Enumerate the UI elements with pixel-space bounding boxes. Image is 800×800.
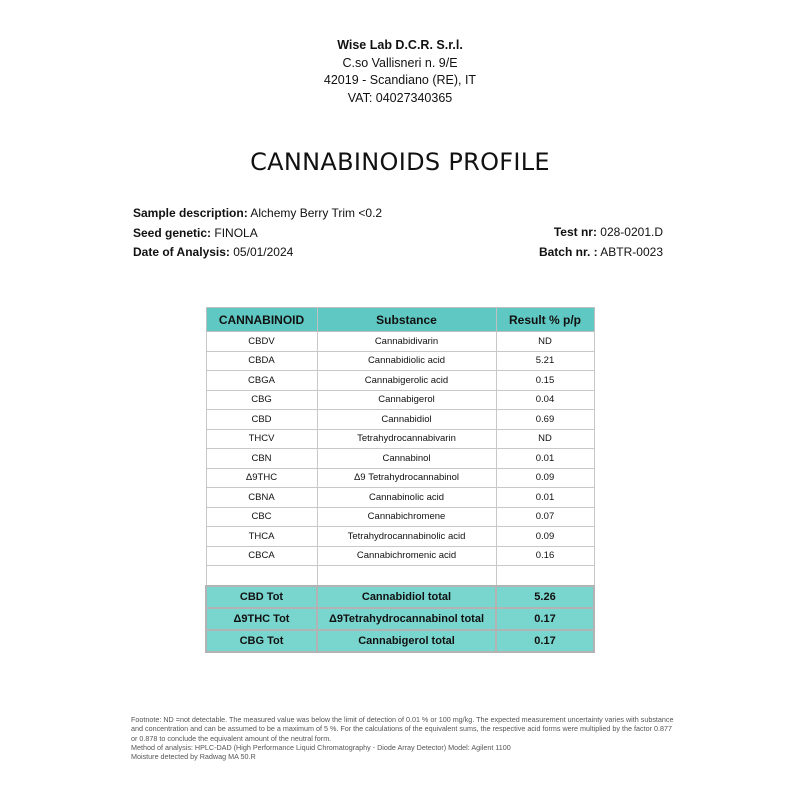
seed-genetic-value: FINOLA xyxy=(211,225,258,240)
test-number-label: Test nr: xyxy=(553,225,597,239)
cell-substance: Cannabidivarin xyxy=(317,332,496,352)
total-result: 0.17 xyxy=(496,630,594,652)
cell-code: Δ9THC xyxy=(206,468,317,488)
cell-code: CBGA xyxy=(206,371,317,391)
empty-row xyxy=(206,566,594,587)
cell-result: 0.01 xyxy=(496,488,594,508)
table-row xyxy=(206,351,594,371)
total-row-thc xyxy=(206,608,594,630)
cell-result: 0.69 xyxy=(496,410,594,430)
lab-name: Wise Lab D.C.R. S.r.l. xyxy=(337,38,463,52)
cell-result: 0.07 xyxy=(496,507,594,527)
empty-cell xyxy=(496,566,594,587)
sample-info-left xyxy=(133,204,382,263)
lab-vat: VAT: 04027340365 xyxy=(347,90,453,105)
date-of-analysis-value: 05/01/2024 xyxy=(229,245,294,259)
test-number-value: 028-0201.D xyxy=(596,225,663,239)
cell-code: CBC xyxy=(206,507,317,527)
total-row-cbd xyxy=(206,586,594,608)
cell-code: CBNA xyxy=(206,488,317,508)
batch-number xyxy=(539,243,663,263)
test-number xyxy=(539,223,663,243)
footnote-moisture: Moisture detected by Radwag MA 50.R xyxy=(131,752,256,762)
table-row xyxy=(206,429,594,449)
seed-genetic xyxy=(133,224,382,244)
total-code: CBG Tot xyxy=(206,630,317,652)
cannabinoids-table xyxy=(205,307,595,653)
date-of-analysis-label: Date of Analysis: xyxy=(133,245,230,259)
table-row xyxy=(206,507,594,527)
table-row xyxy=(206,546,594,566)
lab-address-line2: 42019 - Scandiano (RE), IT xyxy=(323,73,477,87)
total-result: 5.26 xyxy=(496,586,594,608)
cell-substance: Δ9 Tetrahydrocannabinol xyxy=(317,468,496,488)
lab-address-line1: C.so Vallisneri n. 9/E xyxy=(342,55,458,70)
cell-substance: Cannabinolic acid xyxy=(317,488,496,508)
total-substance: Δ9Tetrahydrocannabinol total xyxy=(317,608,496,630)
total-result: 0.17 xyxy=(496,608,594,630)
cell-result: ND xyxy=(496,332,594,352)
cell-result: ND xyxy=(496,429,594,449)
total-substance: Cannabigerol total xyxy=(317,630,496,652)
table-row xyxy=(206,371,594,391)
table-row xyxy=(206,468,594,488)
total-code: CBD Tot xyxy=(206,586,317,608)
cell-substance: Cannabidiolic acid xyxy=(317,351,496,371)
batch-number-value: ABTR-0023 xyxy=(597,244,663,259)
cell-substance: Cannabigerol xyxy=(317,390,496,410)
table-header-row xyxy=(206,308,594,332)
cell-code: THCV xyxy=(206,429,317,449)
table-row xyxy=(206,488,594,508)
date-of-analysis xyxy=(133,243,382,263)
cell-code: CBDV xyxy=(206,332,317,352)
cell-result: 0.04 xyxy=(496,390,594,410)
cell-substance: Tetrahydrocannabivarin xyxy=(317,429,496,449)
cell-result: 0.09 xyxy=(496,527,594,547)
total-substance: Cannabidiol total xyxy=(317,586,496,608)
empty-cell xyxy=(206,566,317,587)
cell-substance: Cannabinol xyxy=(317,449,496,469)
sample-description-label: Sample description: xyxy=(133,206,248,220)
cell-code: CBCA xyxy=(206,546,317,566)
cell-substance: Cannabidiol xyxy=(317,410,496,430)
cell-substance: Cannabichromene xyxy=(317,507,496,527)
table-row xyxy=(206,449,594,469)
footnote-method: Method of analysis: HPLC-DAD (High Performance Liquid Chromatography - Diode Array Detector) Model: Agilent 1100 xyxy=(131,742,511,752)
table-row xyxy=(206,332,594,352)
cell-code: CBD xyxy=(206,410,317,430)
cell-substance: Cannabichromenic acid xyxy=(317,546,496,566)
sample-info-right xyxy=(539,223,663,262)
cell-result: 0.15 xyxy=(496,371,594,391)
table-row xyxy=(206,410,594,430)
sample-description xyxy=(133,204,382,224)
cell-substance: Tetrahydrocannabinolic acid xyxy=(317,527,496,547)
cell-result: 5.21 xyxy=(496,351,594,371)
empty-cell xyxy=(317,566,496,587)
cell-result: 0.16 xyxy=(496,546,594,566)
table-row xyxy=(206,527,594,547)
total-code: Δ9THC Tot xyxy=(206,608,317,630)
sample-description-value: Alchemy Berry Trim <0.2 xyxy=(247,206,383,220)
footnote xyxy=(131,715,676,761)
cell-code: CBN xyxy=(206,449,317,469)
seed-genetic-label: Seed genetic: xyxy=(133,225,212,240)
lab-header xyxy=(0,37,800,107)
header-result: Result % p/p xyxy=(496,308,594,332)
cell-substance: Cannabigerolic acid xyxy=(317,371,496,391)
table-row xyxy=(206,390,594,410)
cell-result: 0.01 xyxy=(496,449,594,469)
cell-code: THCA xyxy=(206,527,317,547)
batch-number-label: Batch nr. : xyxy=(538,244,598,259)
header-cannabinoid: CANNABINOID xyxy=(206,308,317,332)
cell-code: CBDA xyxy=(206,351,317,371)
footnote-text: Footnote: ND =not detectable. The measured value was below the limit of detection of 0.01 % or 100 mg/kg. The expected measurement uncertainty varies with substance and concentration and can be assumed to be a maximum of 5 %. For the calculations of the equivalent sums, the respective acid forms were multiplied by the factor 0.877 or 0.878 to conclude the equivalent amount of the neutral form. xyxy=(131,715,674,743)
cell-code: CBG xyxy=(206,390,317,410)
page-title: CANNABINOIDS PROFILE xyxy=(250,148,550,176)
cell-result: 0.09 xyxy=(496,468,594,488)
header-substance: Substance xyxy=(317,308,496,332)
total-row-cbg xyxy=(206,630,594,652)
